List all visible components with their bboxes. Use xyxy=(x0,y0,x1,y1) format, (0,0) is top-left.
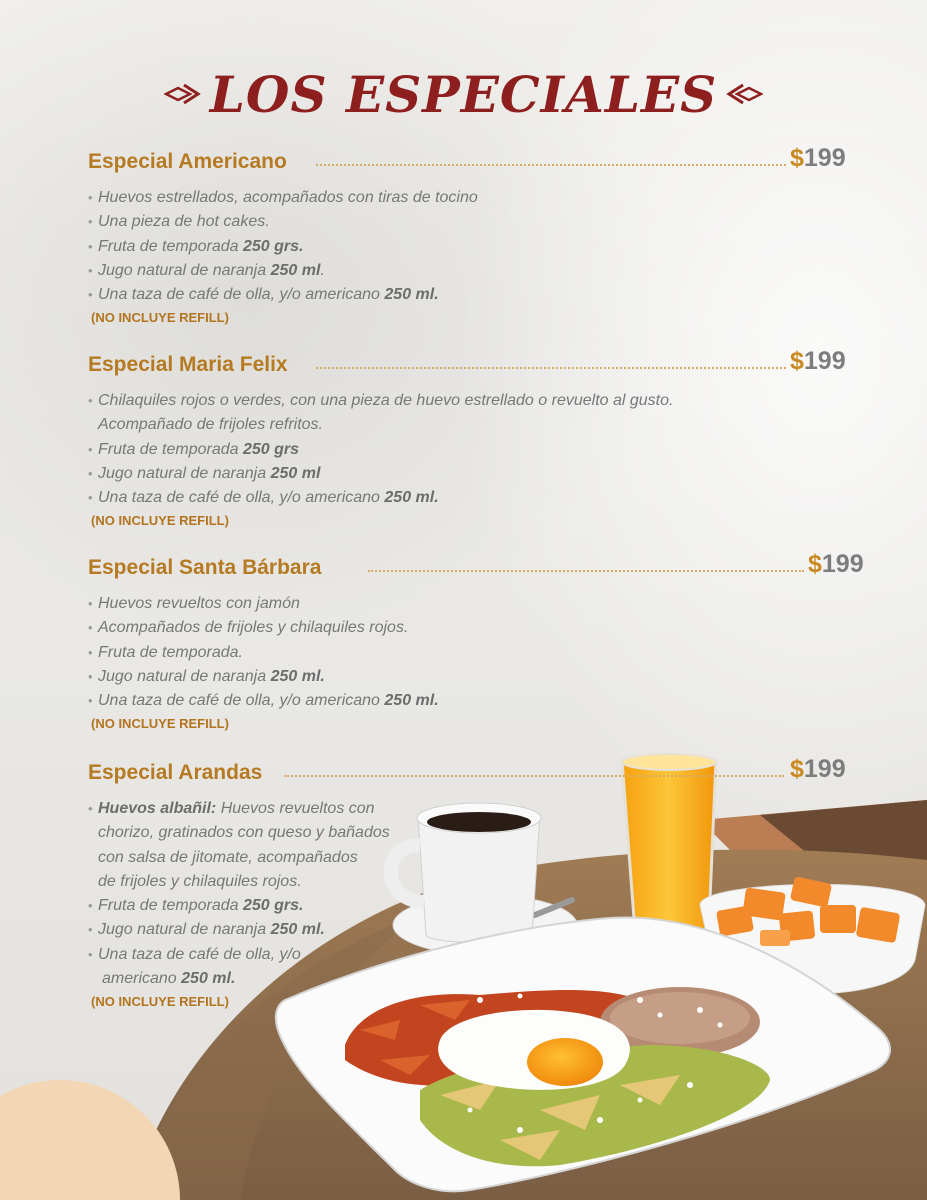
section-header xyxy=(88,144,868,180)
page-title: LOS ESPECIALES xyxy=(209,64,718,124)
section-title: Especial Maria Felix xyxy=(88,353,288,376)
leader-dots xyxy=(316,164,786,166)
leader-dots xyxy=(316,367,786,369)
list-item: • Una taza de café de olla, y/o americano 250 ml. xyxy=(88,283,868,307)
list-item: • Huevos albañil: Huevos revueltos con xyxy=(88,797,868,821)
list-item-continuation: americano 250 ml. xyxy=(102,970,236,988)
section-title: Especial Arandas xyxy=(88,761,263,784)
item-list xyxy=(88,797,868,991)
refill-note: (NO INCLUYE REFILL) xyxy=(91,310,229,326)
price: $199 xyxy=(790,144,846,172)
list-item: • Fruta de temporada 250 grs xyxy=(88,438,868,462)
item-list xyxy=(88,389,868,510)
leader-dots xyxy=(368,570,804,572)
list-item: • Acompañados de frijoles y chilaquiles rojos. xyxy=(88,616,868,640)
list-item: • Huevos revueltos con jamón xyxy=(88,592,868,616)
list-item-continuation: con salsa de jitomate, acompañados xyxy=(98,848,358,866)
list-item: • Una taza de café de olla, y/o americano 250 ml. xyxy=(88,486,868,510)
list-item-continuation: Acompañado de frijoles refritos. xyxy=(98,416,323,434)
section-header xyxy=(88,550,868,586)
list-item: • Jugo natural de naranja 250 ml. xyxy=(88,918,868,942)
price: $199 xyxy=(790,347,846,375)
list-item: • Huevos estrellados, acompañados con tiras de tocino xyxy=(88,186,868,210)
list-item: • Chilaquiles rojos o verdes, con una pieza de huevo estrellado o revuelto al gusto. xyxy=(88,389,868,413)
section-especial-arandas xyxy=(88,755,868,1010)
menu-title-row xyxy=(0,62,927,126)
section-especial-santa-barbara xyxy=(88,550,868,732)
list-item-continuation: de frijoles y chilaquiles rojos. xyxy=(98,872,302,890)
refill-note: (NO INCLUYE REFILL) xyxy=(91,716,229,732)
item-list xyxy=(88,592,868,713)
list-item: • Jugo natural de naranja 250 ml. xyxy=(88,259,868,283)
list-item: • Jugo natural de naranja 250 ml xyxy=(88,462,868,486)
list-item: • Una pieza de hot cakes. xyxy=(88,210,868,234)
section-header xyxy=(88,347,868,383)
leader-dots xyxy=(284,775,784,777)
ornament-right-icon xyxy=(725,79,763,109)
ornament-left-icon xyxy=(164,79,202,109)
list-item: • Fruta de temporada 250 grs. xyxy=(88,894,868,918)
list-item: • Fruta de temporada. xyxy=(88,641,868,665)
list-item: • Una taza de café de olla, y/o americano 250 ml. xyxy=(88,689,868,713)
section-especial-maria-felix xyxy=(88,347,868,529)
list-item: • Jugo natural de naranja 250 ml. xyxy=(88,665,868,689)
section-header xyxy=(88,755,868,791)
price: $199 xyxy=(790,755,846,783)
item-list xyxy=(88,186,868,307)
list-item: • Una taza de café de olla, y/o xyxy=(88,943,868,967)
refill-note: (NO INCLUYE REFILL) xyxy=(91,513,229,529)
section-title: Especial Santa Bárbara xyxy=(88,556,322,579)
price: $199 xyxy=(808,550,864,578)
refill-note: (NO INCLUYE REFILL) xyxy=(91,994,229,1010)
list-item: • Fruta de temporada 250 grs. xyxy=(88,235,868,259)
section-title: Especial Americano xyxy=(88,150,287,173)
section-especial-americano xyxy=(88,144,868,326)
list-item-continuation: chorizo, gratinados con queso y bañados xyxy=(98,824,390,842)
